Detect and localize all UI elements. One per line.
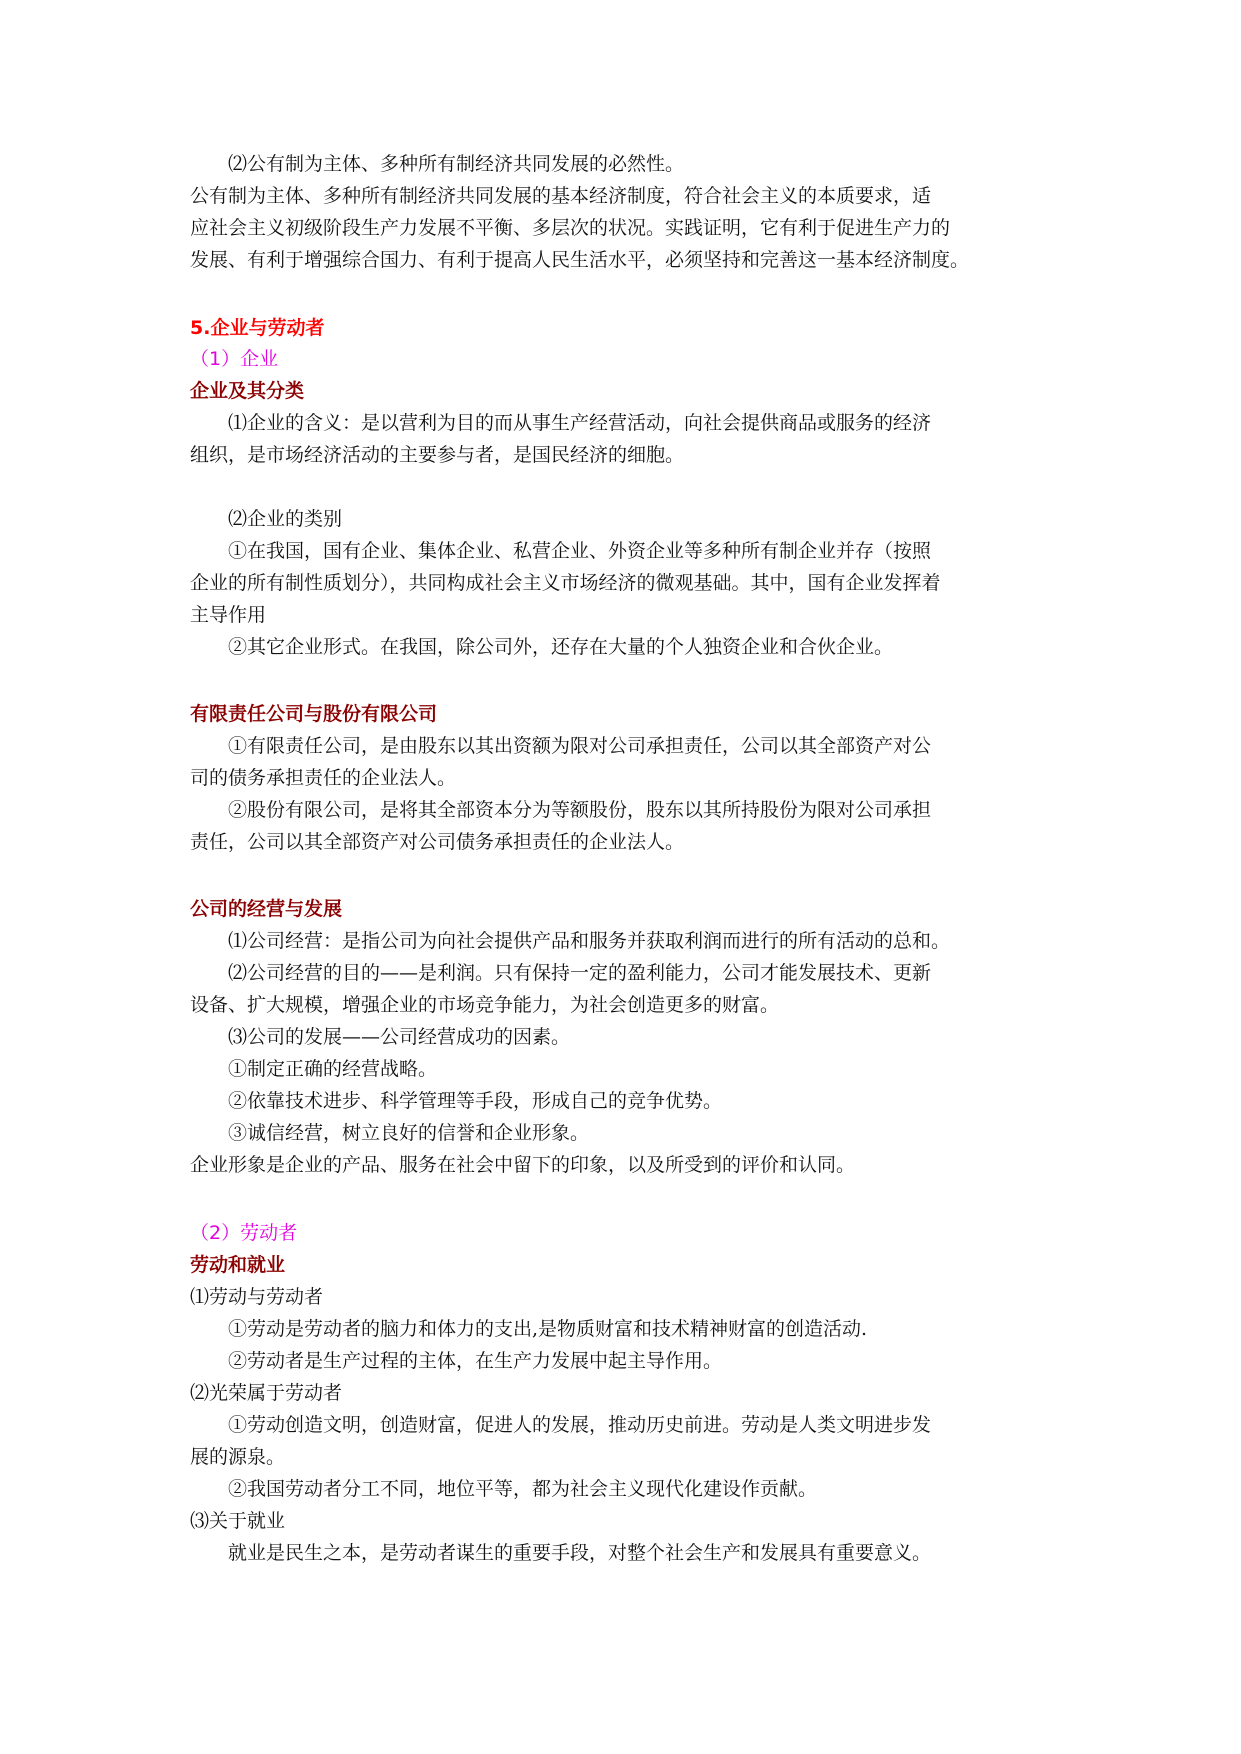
paragraph-line: 应社会主义初级阶段生产力发展不平衡、多层次的状况。实践证明，它有利于促进生产力的 (190, 217, 951, 239)
paragraph-line: ⑴企业的含义：是以营利为目的而从事生产经营活动，向社会提供商品或服务的经济 (228, 412, 932, 434)
paragraph-line: 主导作用 (190, 604, 267, 626)
paragraph-line: ①劳动创造文明，创造财富，促进人的发展，推动历史前进。劳动是人类文明进步发 (228, 1414, 932, 1436)
heading-enterprise-types: 企业及其分类 (190, 380, 305, 402)
heading-company-types: 有限责任公司与股份有限公司 (190, 703, 438, 725)
paragraph-line: 公有制为主体、多种所有制经济共同发展的基本经济制度，符合社会主义的本质要求，适 (190, 185, 932, 207)
paragraph-line: 责任，公司以其全部资产对公司债务承担责任的企业法人。 (190, 831, 685, 853)
heading-labor-employment: 劳动和就业 (190, 1254, 286, 1276)
paragraph-line: 展的源泉。 (190, 1446, 286, 1468)
enterprise-category-title: ⑵企业的类别 (228, 508, 343, 530)
paragraph-line: ③诚信经营，树立良好的信誉和企业形象。 (228, 1122, 590, 1144)
paragraph-line: ①劳动是劳动者的脑力和体力的支出,是物质财富和技术精神财富的创造活动. (228, 1318, 868, 1340)
paragraph-line: ①制定正确的经营战略。 (228, 1058, 438, 1080)
paragraph-line: 设备、扩大规模，增强企业的市场竞争能力，为社会创造更多的财富。 (190, 994, 780, 1016)
paragraph-line: ⑶公司的发展——公司经营成功的因素。 (228, 1026, 571, 1048)
paragraph-line: ②其它企业形式。在我国，除公司外，还存在大量的个人独资企业和合伙企业。 (228, 636, 894, 658)
paragraph-line: 企业的所有制性质划分），共同构成社会主义市场经济的微观基础。其中，国有企业发挥着 (190, 572, 941, 594)
paragraph-line: ⑴劳动与劳动者 (190, 1286, 324, 1308)
paragraph-line: 企业形象是企业的产品、服务在社会中留下的印象，以及所受到的评价和认同。 (190, 1154, 856, 1176)
company-operation (190, 925, 1060, 1181)
paragraph-line: ①在我国，国有企业、集体企业、私营企业、外资企业等多种所有制企业并存（按照 (228, 540, 932, 562)
paragraph-line: ②依靠技术进步、科学管理等手段，形成自己的竞争优势。 (228, 1090, 723, 1112)
paragraph-line: ①有限责任公司，是由股东以其出资额为限对公司承担责任，公司以其全部资产对公 (228, 735, 932, 757)
paragraph-line: ⑵公司经营的目的——是利润。只有保持一定的盈利能力，公司才能发展技术、更新 (228, 962, 932, 984)
labor-content (190, 1281, 1060, 1569)
paragraph-line: ⑶关于就业 (190, 1510, 286, 1532)
paragraph-line: 司的债务承担责任的企业法人。 (190, 767, 457, 789)
enterprise-meaning (190, 407, 1060, 471)
item2-body (190, 180, 1060, 276)
paragraph-line: ⑴公司经营：是指公司为向社会提供产品和服务并获取利润而进行的所有活动的总和。 (228, 930, 951, 952)
subsection-labor: （2）劳动者 (190, 1222, 298, 1244)
paragraph-line: 组织，是市场经济活动的主要参与者，是国民经济的细胞。 (190, 444, 685, 466)
paragraph-line: 发展、有利于增强综合国力、有利于提高人民生活水平，必须坚持和完善这一基本经济制度。 (190, 249, 970, 271)
item2-title: ⑵公有制为主体、多种所有制经济共同发展的必然性。 (228, 153, 685, 175)
enterprise-category (190, 535, 1060, 663)
paragraph-line: ②劳动者是生产过程的主体，在生产力发展中起主导作用。 (228, 1350, 723, 1372)
heading-company-operation: 公司的经营与发展 (190, 898, 343, 920)
subsection-enterprise: （1）企业 (190, 348, 279, 370)
paragraph-line: ⑵光荣属于劳动者 (190, 1382, 343, 1404)
paragraph-line: ②我国劳动者分工不同，地位平等，都为社会主义现代化建设作贡献。 (228, 1478, 818, 1500)
company-types (190, 730, 1060, 858)
paragraph-line: 就业是民生之本，是劳动者谋生的重要手段，对整个社会生产和发展具有重要意义。 (228, 1542, 932, 1564)
paragraph-line: ②股份有限公司，是将其全部资本分为等额股份，股东以其所持股份为限对公司承担 (228, 799, 932, 821)
section-title: 5.企业与劳动者 (190, 317, 325, 339)
